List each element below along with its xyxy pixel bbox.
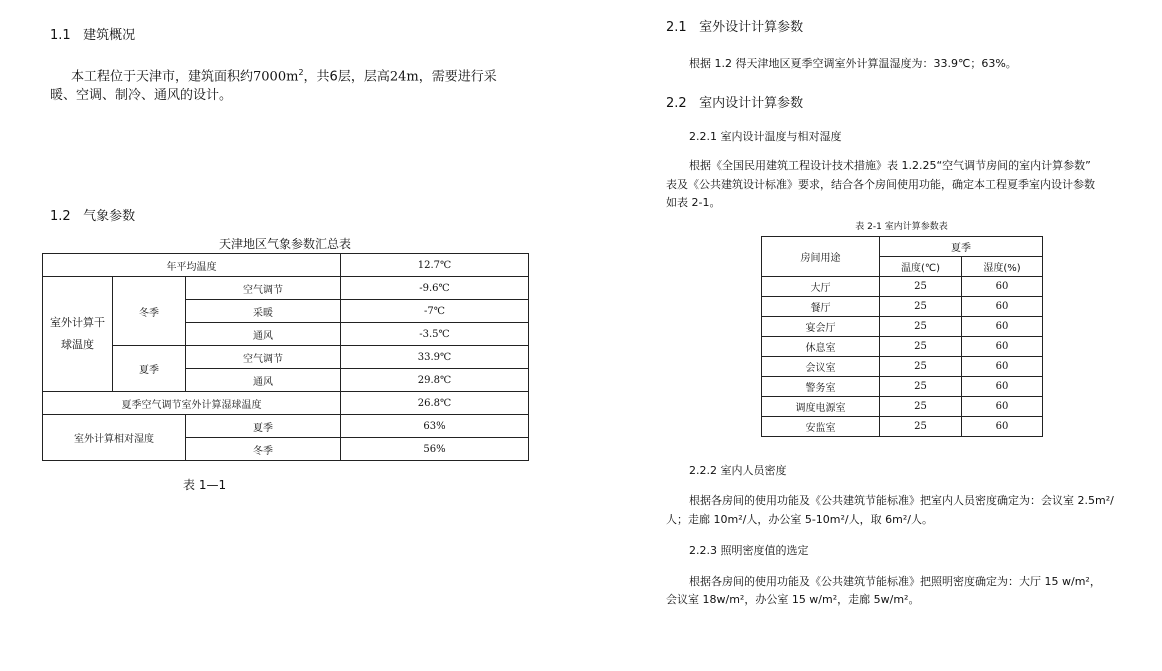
room-rh: 60 [962, 377, 1043, 397]
winter-ac-value: -9.6℃ [341, 277, 529, 300]
table-row [43, 392, 529, 415]
paragraph-2-2-3-line-1: 根据各房间的使用功能及《公共建筑节能标准》把照明密度确定为：大厅 15 w/m²， [689, 575, 1101, 588]
paragraph-2-2-2-line-2: 人；走廊 10m²/人，办公室 5-10m²/人，取 6m²/人。 [666, 513, 933, 526]
room-rh: 60 [962, 297, 1043, 317]
room-name: 会议室 [762, 357, 880, 377]
winter-label: 冬季 [113, 277, 186, 346]
table-row [43, 415, 529, 438]
rh-summer-value: 63% [341, 415, 529, 438]
table-row [762, 237, 1043, 257]
room-temp: 25 [880, 337, 962, 357]
summer-vent-label: 通风 [186, 369, 341, 392]
winter-heating-value: -7℃ [341, 300, 529, 323]
section-number: 1.1 [50, 28, 71, 43]
winter-vent-value: -3.5℃ [341, 323, 529, 346]
room-rh: 60 [962, 417, 1043, 437]
summer-ac-value: 33.9℃ [341, 346, 529, 369]
intro-line-1: 本工程位于天津市，建筑面积约$7000m^2$，共6层，层高24m，需要进行采 [71, 68, 497, 85]
room-name: 宴会厅 [762, 317, 880, 337]
winter-ac-label: 空气调节 [186, 277, 341, 300]
table-row [43, 277, 529, 300]
room-rh: 60 [962, 277, 1043, 297]
dry-bulb-group-label: 室外计算干 球温度 [43, 277, 113, 392]
paragraph-2-2-1-line-3: 如表 2-1。 [666, 196, 721, 209]
room-name: 调度电源室 [762, 397, 880, 417]
paragraph-2-2-3-line-2: 会议室 18w/m²，办公室 15 w/m²，走廊 5w/m²。 [666, 593, 920, 606]
table-row [762, 397, 1043, 417]
table2-caption: 表 2-1 室内计算参数表 [855, 222, 948, 232]
table1-caption: 天津地区气象参数汇总表 [218, 237, 351, 251]
rh-winter-label: 冬季 [186, 438, 341, 461]
room-temp: 25 [880, 417, 962, 437]
paragraph-2-2-2-line-1: 根据各房间的使用功能及《公共建筑节能标准》把室内人员密度确定为：会议室 2.5m²/ [689, 494, 1114, 507]
table-row [762, 297, 1043, 317]
room-rh: 60 [962, 337, 1043, 357]
annual-temp-value: 12.7℃ [341, 254, 529, 277]
indoor-parameters-table [761, 236, 1043, 437]
temperature-header: 温度(℃) [880, 257, 962, 277]
room-temp: 25 [880, 397, 962, 417]
section-2-2-2-heading: 2.2.2 室内人员密度 [689, 464, 787, 477]
room-rh: 60 [962, 397, 1043, 417]
paragraph-2-2-1-line-1: 根据《全国民用建筑工程设计技术措施》表 1.2.25“空气调节房间的室内计算参数” [689, 159, 1091, 172]
section-2-1-heading [666, 16, 803, 35]
table-row [762, 277, 1043, 297]
table-row [43, 254, 529, 277]
room-temp: 25 [880, 297, 962, 317]
room-temp: 25 [880, 317, 962, 337]
weather-parameters-table [42, 253, 529, 461]
room-name: 安监室 [762, 417, 880, 437]
room-use-header: 房间用途 [762, 237, 880, 277]
room-name: 餐厅 [762, 297, 880, 317]
room-rh: 60 [962, 317, 1043, 337]
room-name: 警务室 [762, 377, 880, 397]
wet-bulb-label: 夏季空气调节室外计算湿球温度 [43, 392, 341, 415]
room-rh: 60 [962, 357, 1043, 377]
section-title: 室内设计计算参数 [699, 96, 804, 111]
room-temp: 25 [880, 357, 962, 377]
table-row [762, 337, 1043, 357]
intro-line-2: 暖、空调、制冷、通风的设计。 [50, 88, 233, 103]
rh-summer-label: 夏季 [186, 415, 341, 438]
table-row [762, 417, 1043, 437]
summer-header: 夏季 [880, 237, 1043, 257]
room-temp: 25 [880, 377, 962, 397]
room-name: 大厅 [762, 277, 880, 297]
winter-heating-label: 采暖 [186, 300, 341, 323]
table-row [762, 317, 1043, 337]
summer-label: 夏季 [113, 346, 186, 392]
section-1-1-heading [50, 24, 135, 43]
humidity-header: 湿度(%) [962, 257, 1043, 277]
section-2-2-1-heading: 2.2.1 室内设计温度与相对湿度 [689, 130, 842, 143]
annual-temp-label: 年平均温度 [43, 254, 341, 277]
winter-vent-label: 通风 [186, 323, 341, 346]
section-title: 建筑概况 [83, 28, 136, 43]
summer-ac-label: 空气调节 [186, 346, 341, 369]
section-2-2-3-heading: 2.2.3 照明密度值的选定 [689, 544, 809, 557]
table-row [762, 377, 1043, 397]
section-number: 2.2 [666, 96, 687, 111]
section-1-2-heading [50, 205, 135, 224]
summer-vent-value: 29.8℃ [341, 369, 529, 392]
outdoor-params-paragraph: 根据 1.2 得天津地区夏季空调室外计算温湿度为：33.9℃；63%。 [689, 57, 1017, 70]
table1-label: 表 1—1 [183, 478, 227, 492]
relative-humidity-label: 室外计算相对湿度 [43, 415, 186, 461]
section-title: 气象参数 [83, 209, 136, 224]
section-number: 1.2 [50, 209, 71, 224]
wet-bulb-value: 26.8℃ [341, 392, 529, 415]
paragraph-2-2-1-line-2: 表及《公共建筑设计标准》要求，结合各个房间使用功能，确定本工程夏季室内设计参数 [666, 178, 1095, 191]
rh-winter-value: 56% [341, 438, 529, 461]
section-number: 2.1 [666, 20, 687, 35]
table-row [762, 357, 1043, 377]
section-title: 室外设计计算参数 [699, 20, 804, 35]
table-row [43, 346, 529, 369]
room-temp: 25 [880, 277, 962, 297]
room-name: 休息室 [762, 337, 880, 357]
section-2-2-heading [666, 92, 803, 111]
